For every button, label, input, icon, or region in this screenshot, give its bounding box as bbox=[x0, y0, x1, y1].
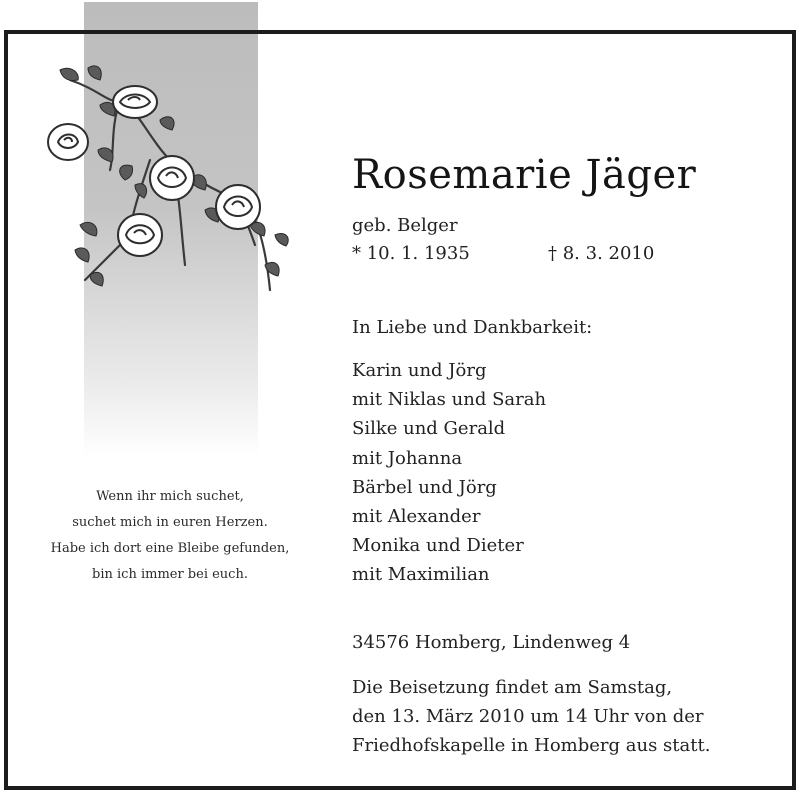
family-line: Bärbel und Jörg bbox=[352, 476, 497, 498]
funeral-line: Friedhofskapelle in Homberg aus statt. bbox=[352, 735, 711, 756]
family-line: mit Johanna bbox=[352, 447, 463, 469]
address-line: 34576 Homberg, Lindenweg 4 bbox=[352, 632, 631, 653]
dedication-line: In Liebe und Dankbarkeit: bbox=[352, 317, 593, 338]
poem-line: Wenn ihr mich suchet, bbox=[96, 489, 244, 504]
maiden-name: geb. Belger bbox=[352, 215, 458, 236]
death-date: † 8. 3. 2010 bbox=[548, 243, 655, 264]
family-line: mit Maximilian bbox=[352, 564, 490, 586]
family-line: mit Alexander bbox=[352, 506, 481, 528]
family-line: mit Niklas und Sarah bbox=[352, 389, 547, 411]
life-dates bbox=[352, 242, 655, 266]
family-list bbox=[352, 356, 546, 590]
funeral-notice bbox=[352, 673, 710, 760]
poem-line: suchet mich in euren Herzen. bbox=[72, 515, 268, 530]
birth-date: * 10. 1. 1935 bbox=[352, 243, 470, 264]
deceased-name: Rosemarie Jäger bbox=[352, 152, 697, 198]
funeral-line: Die Beisetzung findet am Samstag, bbox=[352, 677, 673, 698]
memorial-poem bbox=[40, 484, 300, 588]
funeral-line: den 13. März 2010 um 14 Uhr von der bbox=[352, 706, 704, 727]
family-line: Karin und Jörg bbox=[352, 360, 487, 381]
family-line: Monika und Dieter bbox=[352, 535, 524, 557]
family-line: Silke und Gerald bbox=[352, 418, 506, 440]
rose-branch-illustration bbox=[40, 50, 300, 310]
poem-line: bin ich immer bei euch. bbox=[92, 567, 248, 582]
poem-line: Habe ich dort eine Bleibe gefunden, bbox=[50, 541, 290, 556]
